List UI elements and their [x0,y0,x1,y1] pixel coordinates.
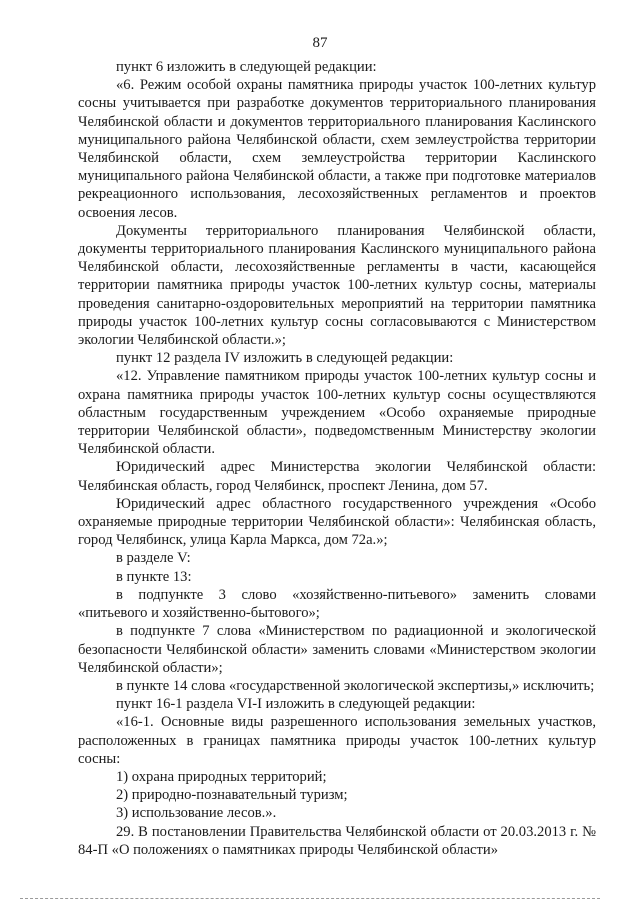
paragraph: пункт 12 раздела IV изложить в следующей редакции: [116,350,454,367]
paragraph: «12. Управление памятником природы участок 100-летних культур сосны и охрана памятника природы участок 100-летних культур сосны осуществляются областным государственным учреждением «Особо охраняемые природные территории Челябинской области», подведомственным Министерству экологии Челябинской области. [78,368,596,458]
paragraph: «6. Режим особой охраны памятника природы участок 100-летних культур сосны учитывается при разработке документов территориального планирования Челябинской области и документов территориального планирования Каслинского муниципального района Челябинской области, схем землеустройства территории Челябинской области, схем землеустройства территории Каслинского муниципального района Челябинской области, а также при подготовке материалов рекреационного использования, лесохозяйственных регламентов и проектов освоения лесов. [78,77,596,221]
paragraph: Юридический адрес областного государственного учреждения «Особо охраняемые природные территории Челябинской области»: Челябинская область, город Челябинск, улица Карла Маркса, дом 72а.»; [78,495,596,549]
paragraph: в подпункте 3 слово «хозяйственно-питьевого» заменить словами «питьевого и хозяйственно-бытового»; [78,586,596,622]
list-item: 2) природно-познавательный туризм; [116,787,348,804]
paragraph: 29. В постановлении Правительства Челябинской области от 20.03.2013 г. № 84-П «О положениях о памятниках природы Челябинской области» [78,823,596,858]
list-item: 1) охрана природных территорий; [116,768,327,785]
page-number: 87 [312,35,328,51]
paragraph: в подпункте 7 слова «Министерством по радиационной и экологической безопасности Челябинской области» заменить словами «Министерством экологии Челябинской области»; [78,623,596,676]
paragraph: в разделе V: [116,550,191,567]
paragraph: пункт 6 изложить в следующей редакции: [116,59,377,75]
bottom-divider [20,898,600,899]
paragraph: Документы территориального планирования Челябинской области, документы территориального планирования Каслинского муниципального района Челябинской области, лесохозяйственные регламенты в части, касающейся территории памятника природы участок 100-летних культур сосны, материалы проведения санитарно-оздоровительных мероприятий на территории памятника природы участок 100-летних культур сосны согласовываются с Министерством экологии Челябинской области.»; [78,222,596,349]
paragraph: пункт 16-1 раздела VI-I изложить в следующей редакции: [116,696,476,713]
paragraph: в пункте 13: [116,568,192,585]
paragraph: «16-1. Основные виды разрешенного использования земельных участков, расположенных в границах памятника природы участок 100-летних культур сосны: [78,714,596,767]
document-body [78,58,596,859]
paragraph: в пункте 14 слова «государственной экологической экспертизы,» исключить; [116,677,595,694]
paragraph: Юридический адрес Министерства экологии Челябинской области: Челябинская область, город Челябинск, проспект Ленина, дом 57. [78,459,596,494]
list-item: 3) использование лесов.». [116,805,277,822]
